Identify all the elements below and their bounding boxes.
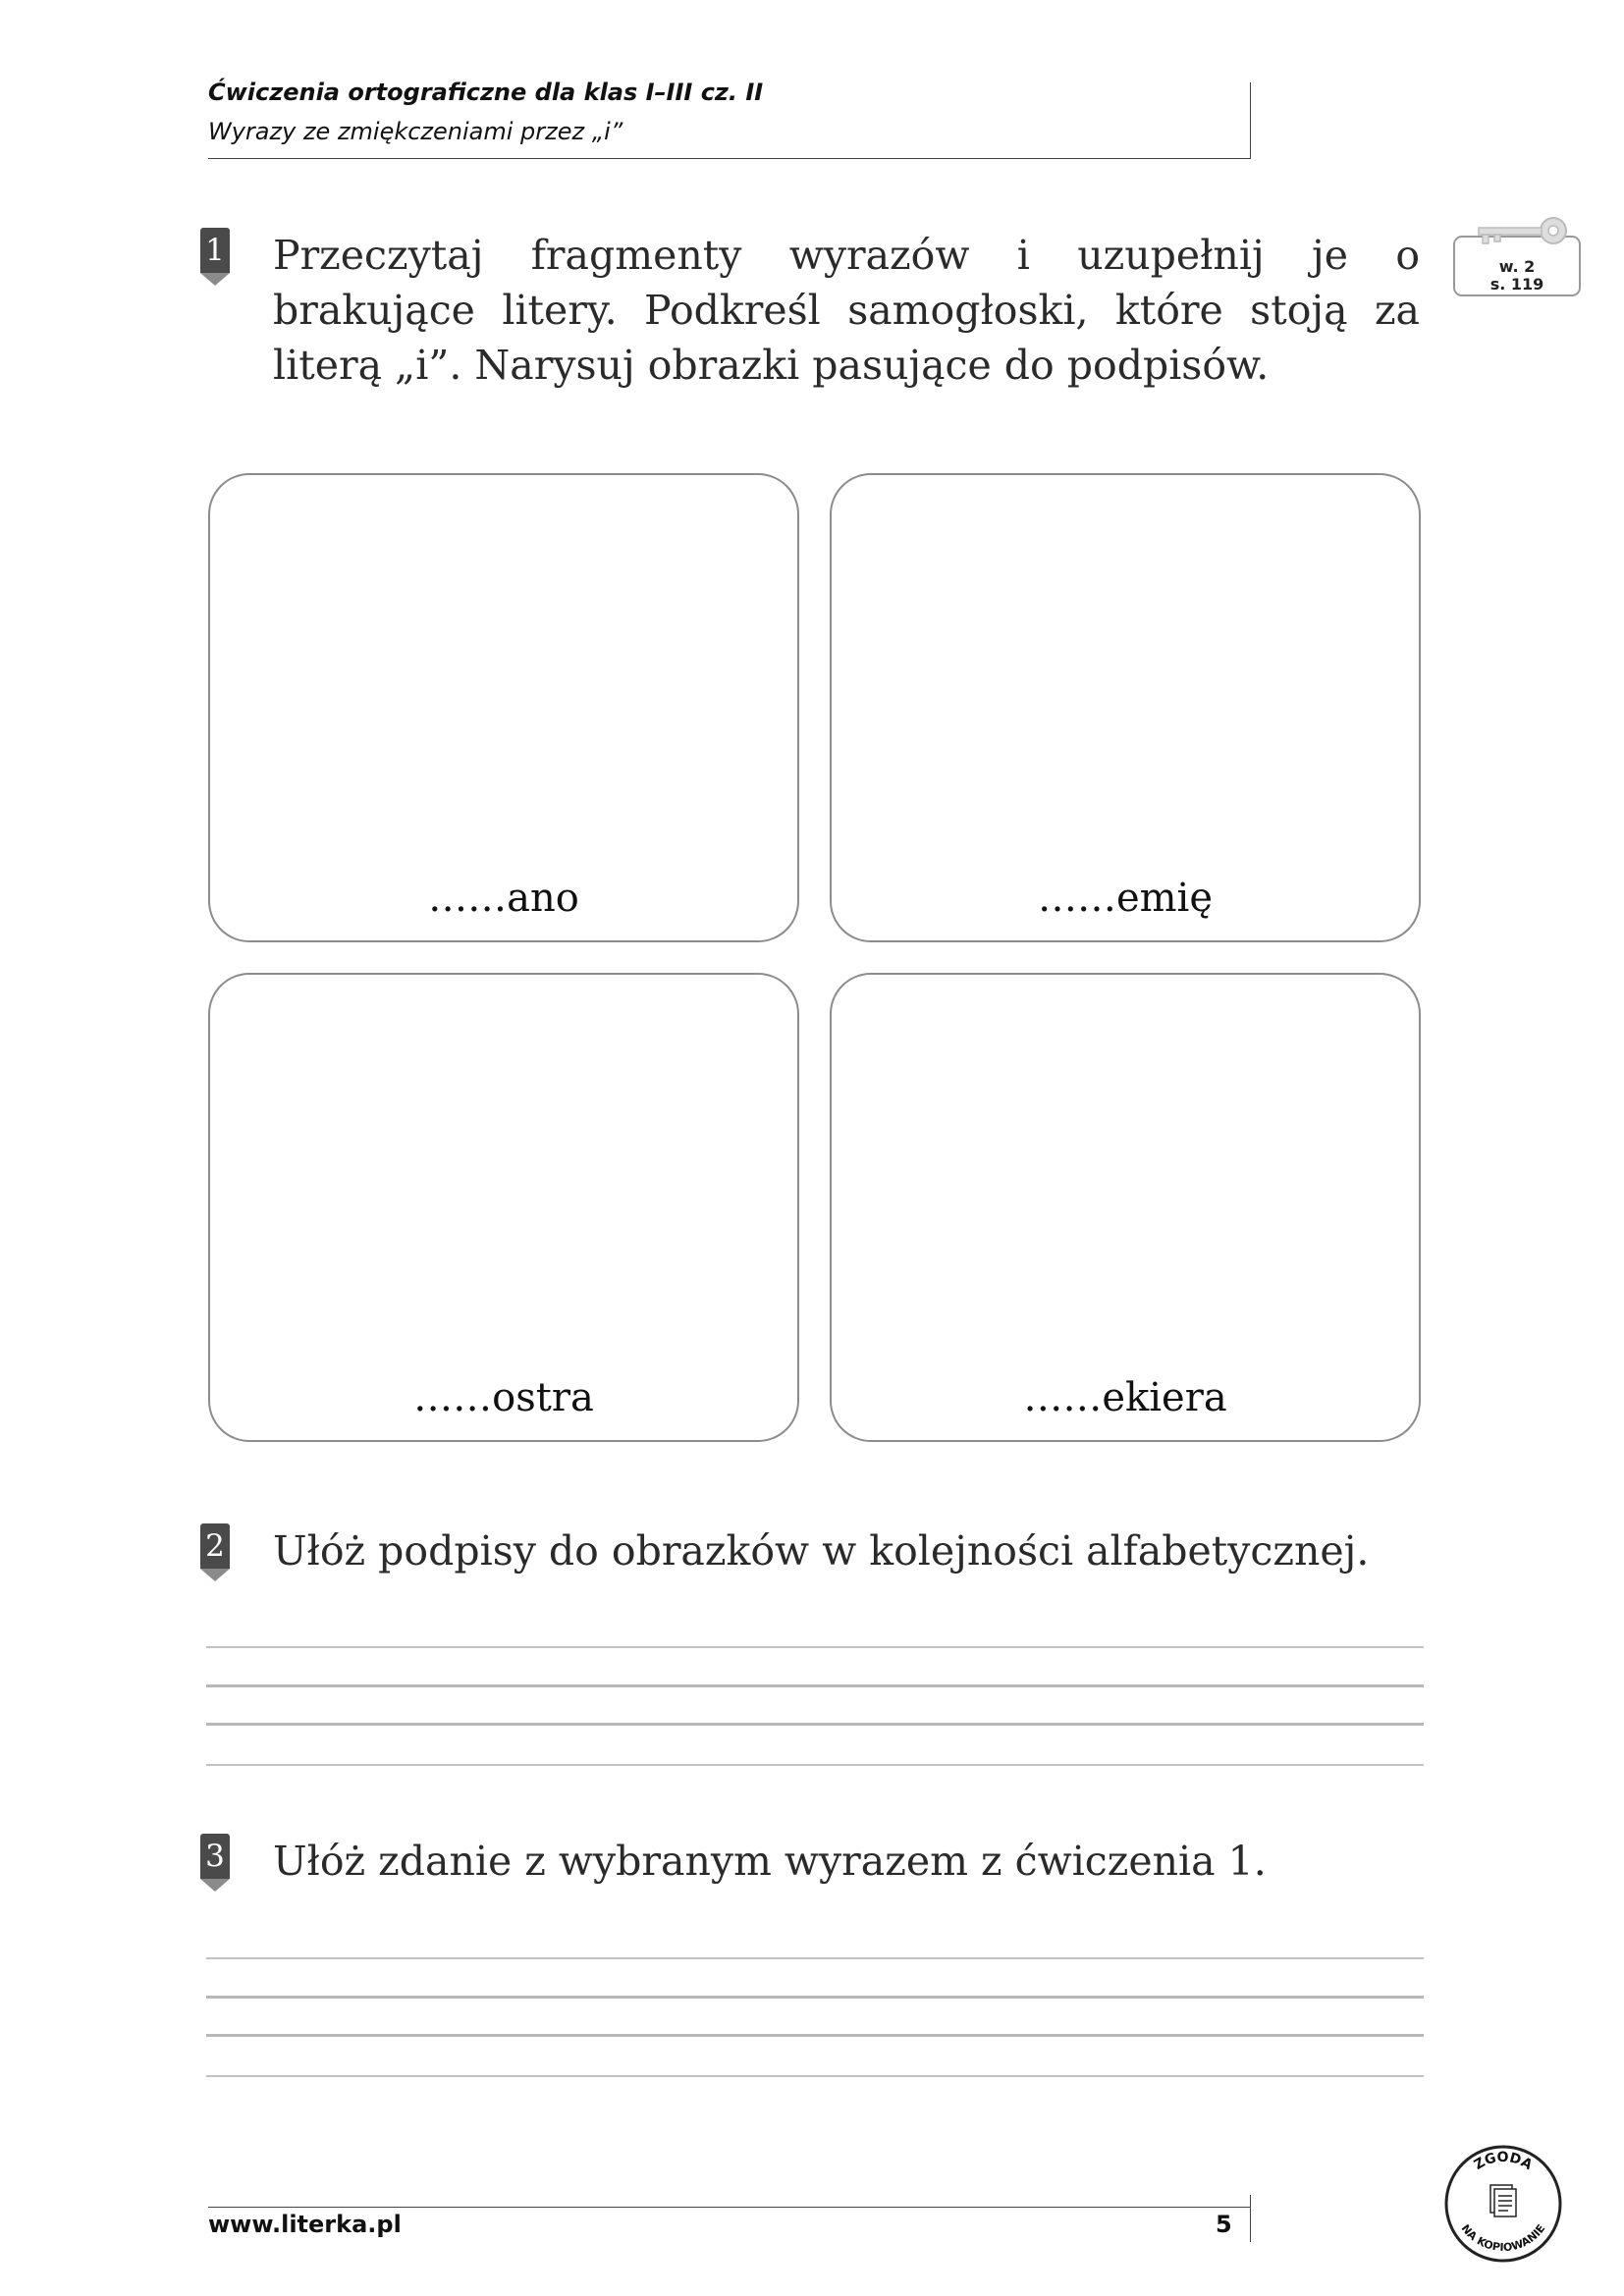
page-number: 5 [1216,2211,1232,2238]
document-title: Ćwiczenia ortograficzne dla klas I–III cz. II [208,79,764,106]
picture-caption-4: ……ekiera [1023,1375,1227,1420]
exercise-2-instruction: Ułóż podpisy do obrazków w kolejności alfabetycznej. [273,1527,1370,1575]
writing-line[interactable] [206,1996,1424,1999]
writing-line[interactable] [206,1723,1424,1726]
writing-line[interactable] [206,1764,1424,1766]
picture-box-3[interactable] [208,973,799,1442]
picture-box-2[interactable] [830,473,1421,942]
picture-box-4[interactable] [830,973,1421,1442]
badge-arrow-icon [200,273,230,286]
key-icon [1465,214,1571,247]
exercise-2-badge [200,1523,230,1581]
footer-url: www.literka.pl [208,2211,402,2238]
exercise-3-instruction: Ułóż zdanie z wybranym wyrazem z ćwiczenia 1. [273,1838,1267,1885]
writing-line[interactable] [206,2075,1424,2077]
picture-box-1[interactable] [208,473,799,942]
header-vertical-rule [1250,82,1251,159]
document-subtitle: Wyrazy ze zmiękczeniami przez „i” [208,118,623,145]
exercise-1-number: 1 [200,228,230,273]
answer-key-reference [1453,236,1581,296]
exercise-1-badge [200,228,230,286]
picture-caption-2: ……emię [1037,876,1214,921]
picture-caption-1: ……ano [428,876,579,921]
footer-vertical-rule [1250,2195,1251,2242]
writing-line[interactable] [206,1684,1424,1687]
stamp-top-text: ZGODA [1471,2149,1536,2174]
key-ref-line-1: w. 2 [1498,257,1536,276]
badge-arrow-icon [200,1879,230,1892]
exercise-3-badge [200,1834,230,1892]
writing-line[interactable] [206,2034,1424,2037]
key-ref-line-2: s. 119 [1489,275,1544,294]
writing-line[interactable] [206,1957,1424,1959]
exercise-3-number: 3 [200,1834,230,1879]
picture-caption-3: ……ostra [413,1375,594,1420]
footer-rule [208,2207,1251,2208]
badge-arrow-icon [200,1569,230,1581]
stamp-bottom-text: NA KOPIOWANIE [1458,2221,1548,2255]
exercise-2-number: 2 [200,1523,230,1569]
copy-permission-stamp [1439,2140,1567,2268]
documents-icon [1490,2185,1516,2216]
exercise-1-instruction: Przeczytaj fragmenty wyrazów i uzupełnij je o brakujące litery. Podkreśl samogłoski, które stoją za literą „i”. Narysuj obrazki pasujące do podpisów. [273,232,1420,389]
writing-line[interactable] [206,1646,1424,1648]
header-rule [208,158,1251,159]
